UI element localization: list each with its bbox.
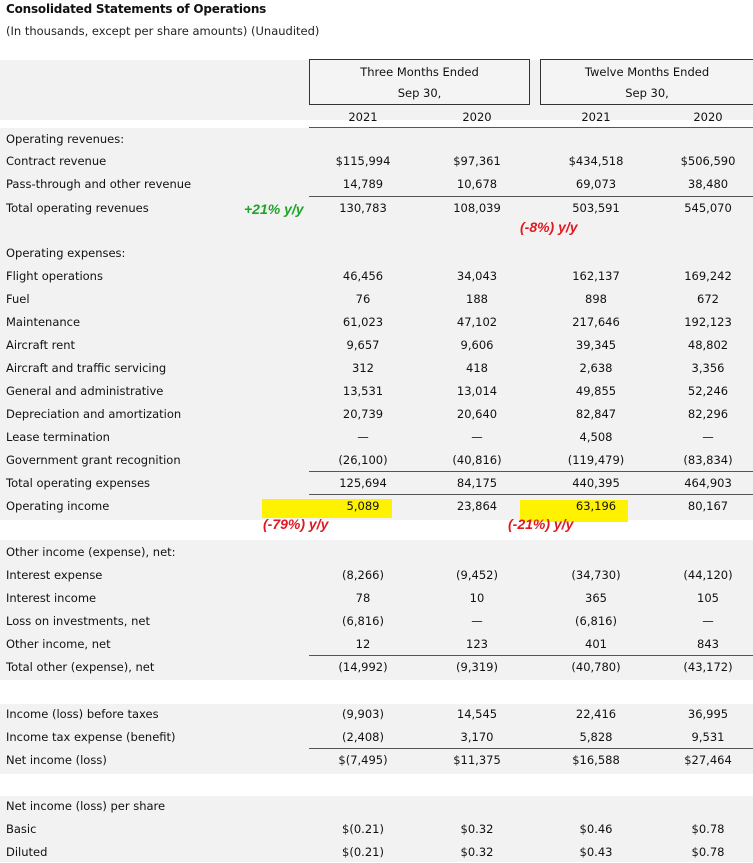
cell-value: 9,657: [346, 338, 380, 352]
cell-value: (8,266): [342, 568, 384, 582]
year-12m-2021: 2021: [581, 110, 611, 124]
section-header: [0, 541, 753, 563]
cell-value: $0.43: [579, 845, 613, 859]
table-row: [0, 380, 753, 402]
cell-value: —: [471, 430, 483, 444]
cell-value: 125,694: [339, 476, 387, 490]
cell-value: 10: [469, 591, 485, 605]
cell-value: 130,783: [339, 201, 387, 215]
cell-value: 38,480: [687, 177, 729, 191]
cell-value: 20,739: [342, 407, 384, 421]
cell-value: $0.78: [691, 845, 725, 859]
cell-value: $27,464: [684, 753, 732, 767]
table-row: [0, 288, 753, 310]
table-row: [0, 426, 753, 448]
cell-value: —: [471, 614, 483, 628]
cell-value: (6,816): [342, 614, 384, 628]
cell-value: (26,100): [338, 453, 388, 467]
three-months-date: Sep 30,: [397, 86, 442, 100]
section-label: Operating revenues:: [6, 132, 125, 146]
cell-value: 5,089: [346, 499, 380, 513]
cell-value: $115,994: [335, 154, 391, 168]
cell-value: 78: [355, 591, 371, 605]
cell-value: 34,043: [456, 269, 498, 283]
cell-value: $11,375: [453, 753, 501, 767]
cell-value: $16,588: [572, 753, 620, 767]
cell-value: $(7,495): [338, 753, 388, 767]
row-label: Income tax expense (benefit): [6, 730, 176, 744]
row-label: Total operating revenues: [6, 201, 149, 215]
cell-value: —: [702, 614, 714, 628]
cell-value: 898: [585, 292, 607, 306]
cell-value: 61,023: [342, 315, 384, 329]
cell-value: 188: [466, 292, 488, 306]
cell-value: 48,802: [687, 338, 729, 352]
table-row: [0, 749, 753, 771]
cell-value: 3,356: [691, 361, 725, 375]
section-header: [0, 128, 753, 150]
cell-value: 123: [466, 637, 488, 651]
cell-value: 84,175: [456, 476, 498, 490]
row-label: Operating income: [6, 499, 110, 513]
cell-value: 169,242: [684, 269, 732, 283]
three-months-header: [309, 59, 530, 105]
table-row: [0, 656, 753, 678]
section-header: [0, 242, 753, 264]
row-label: Fuel: [6, 292, 30, 306]
cell-value: $434,518: [568, 154, 624, 168]
table-row: [0, 564, 753, 586]
row-label: Other income, net: [6, 637, 111, 651]
table-row: [0, 197, 753, 219]
year-12m-2020: 2020: [693, 110, 723, 124]
cell-value: 69,073: [575, 177, 617, 191]
table-row: [0, 633, 753, 655]
table-row: [0, 403, 753, 425]
cell-value: (6,816): [575, 614, 617, 628]
row-label: Government grant recognition: [6, 453, 181, 467]
table-row: [0, 841, 753, 863]
row-label: Income (loss) before taxes: [6, 707, 159, 721]
table-row: [0, 173, 753, 195]
twelve-months-header: [540, 59, 753, 105]
table-row: [0, 334, 753, 356]
row-label: Depreciation and amortization: [6, 407, 182, 421]
cell-value: 2,638: [579, 361, 613, 375]
row-label: Interest expense: [6, 568, 103, 582]
row-label: Loss on investments, net: [6, 614, 150, 628]
row-label: Contract revenue: [6, 154, 107, 168]
table-row: [0, 311, 753, 333]
cell-value: (44,120): [683, 568, 733, 582]
cell-value: 843: [697, 637, 719, 651]
cell-value: 14,789: [342, 177, 384, 191]
cell-value: 545,070: [684, 201, 732, 215]
cell-value: 14,545: [456, 707, 498, 721]
cell-value: 46,456: [342, 269, 384, 283]
table-row: [0, 449, 753, 471]
year-row: [0, 106, 753, 128]
cell-value: —: [702, 430, 714, 444]
section-label: Operating expenses:: [6, 246, 126, 260]
row-label: Interest income: [6, 591, 97, 605]
cell-value: 76: [355, 292, 371, 306]
cell-value: 105: [697, 591, 719, 605]
cell-value: 192,123: [684, 315, 732, 329]
op-income-3m-annotation: (-79%) y/y: [263, 516, 329, 532]
cell-value: $0.78: [691, 822, 725, 836]
cell-value: (9,319): [456, 660, 498, 674]
cell-value: 13,531: [342, 384, 384, 398]
row-label: General and administrative: [6, 384, 164, 398]
table-row: [0, 818, 753, 840]
cell-value: 108,039: [453, 201, 501, 215]
row-label: Maintenance: [6, 315, 81, 329]
cell-value: (43,172): [683, 660, 733, 674]
cell-value: $97,361: [453, 154, 501, 168]
cell-value: 36,995: [687, 707, 729, 721]
year-3m-2021: 2021: [348, 110, 378, 124]
cell-value: 63,196: [575, 499, 617, 513]
cell-value: 13,014: [456, 384, 498, 398]
cell-value: (119,479): [567, 453, 625, 467]
cell-value: 3,170: [460, 730, 494, 744]
row-label: Aircraft and traffic servicing: [6, 361, 167, 375]
row-label: Total operating expenses: [6, 476, 151, 490]
table-row: [0, 610, 753, 632]
row-label: Total other (expense), net: [6, 660, 155, 674]
row-label: Aircraft rent: [6, 338, 75, 352]
cell-value: 12: [355, 637, 371, 651]
cell-value: 52,246: [687, 384, 729, 398]
row-label: Net income (loss): [6, 753, 107, 767]
cell-value: 9,531: [691, 730, 725, 744]
table-row: [0, 495, 753, 517]
revenue-3m-annotation: +21% y/y: [244, 201, 304, 217]
cell-value: (40,780): [571, 660, 621, 674]
twelve-months-date: Sep 30,: [625, 86, 669, 100]
table-row: [0, 587, 753, 609]
cell-value: 49,855: [575, 384, 617, 398]
table-row: [0, 703, 753, 725]
cell-value: (9,903): [342, 707, 384, 721]
cell-value: 82,296: [687, 407, 729, 421]
cell-value: 22,416: [575, 707, 617, 721]
cell-value: 312: [352, 361, 374, 375]
table-row: [0, 357, 753, 379]
row-label: Lease termination: [6, 430, 110, 444]
three-months-label: Three Months Ended: [360, 65, 479, 79]
cell-value: $506,590: [680, 154, 736, 168]
cell-value: 418: [466, 361, 488, 375]
op-income-12m-annotation: (-21%) y/y: [508, 516, 574, 532]
row-label: Diluted: [6, 845, 48, 859]
cell-value: $0.32: [460, 822, 494, 836]
cell-value: 401: [585, 637, 607, 651]
cell-value: 82,847: [575, 407, 617, 421]
statement-title: Consolidated Statements of Operations: [6, 2, 267, 16]
cell-value: (83,834): [683, 453, 733, 467]
revenue-12m-annotation: (-8%) y/y: [520, 219, 578, 235]
cell-value: 672: [697, 292, 719, 306]
row-label: Pass-through and other revenue: [6, 177, 192, 191]
cell-value: 217,646: [572, 315, 620, 329]
cell-value: (14,992): [338, 660, 388, 674]
table-row: [0, 150, 753, 172]
table-row: [0, 472, 753, 494]
year-3m-2020: 2020: [462, 110, 492, 124]
statement-subtitle: (In thousands, except per share amounts) (Unaudited): [6, 24, 320, 38]
cell-value: 365: [585, 591, 607, 605]
section-label: Other income (expense), net:: [6, 545, 176, 559]
cell-value: (2,408): [342, 730, 384, 744]
cell-value: —: [357, 430, 369, 444]
twelve-months-label: Twelve Months Ended: [584, 65, 710, 79]
table-row: [0, 265, 753, 287]
cell-value: 440,395: [572, 476, 620, 490]
cell-value: (9,452): [456, 568, 498, 582]
cell-value: 162,137: [572, 269, 620, 283]
cell-value: 503,591: [572, 201, 620, 215]
row-label: Flight operations: [6, 269, 103, 283]
row-label: Basic: [6, 822, 37, 836]
cell-value: 20,640: [456, 407, 498, 421]
cell-value: 47,102: [456, 315, 498, 329]
cell-value: 23,864: [456, 499, 498, 513]
cell-value: 464,903: [684, 476, 732, 490]
cell-value: 10,678: [456, 177, 498, 191]
cell-value: 9,606: [460, 338, 494, 352]
cell-value: $(0.21): [342, 845, 384, 859]
cell-value: (40,816): [452, 453, 502, 467]
section-label: Net income (loss) per share: [6, 799, 166, 813]
cell-value: $(0.21): [342, 822, 384, 836]
cell-value: (34,730): [571, 568, 621, 582]
cell-value: 39,345: [575, 338, 617, 352]
section-header: [0, 795, 753, 817]
cell-value: 4,508: [579, 430, 613, 444]
cell-value: 80,167: [687, 499, 729, 513]
cell-value: 5,828: [579, 730, 613, 744]
cell-value: $0.32: [460, 845, 494, 859]
table-row: [0, 726, 753, 748]
cell-value: $0.46: [579, 822, 613, 836]
